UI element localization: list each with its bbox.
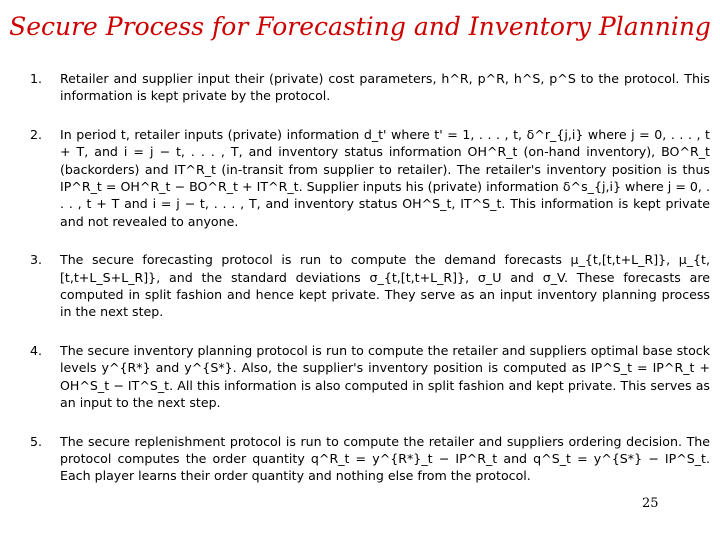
list-item-number: 1. — [30, 71, 43, 86]
list-item-2 — [30, 126, 710, 230]
list-item-text: Retailer and supplier input their (private) cost parameters, h^R, p^R, h^S, p^S to the protocol. This information is kept private by the protocol. — [60, 71, 710, 104]
list-item-text: In period t, retailer inputs (private) information d_t' where t' = 1, . . . , t, δ^r_{j,i} where j = 0, . . . , t + T, and i = j − t, . . . , T, and inventory status information OH^R_t (on-hand inventory), BO^R_t (backorders) and IT^R_t (in-transit from supplier to retailer). The retailer's inventory position is thus IP^R_t = OH^R_t − BO^R_t + IT^R_t. Supplier inputs his (private) information δ^s_{j,i} where j = 0, . . . , t + T and i = j − t, . . . , T, and inventory status OH^S_t, IT^S_t. This information is kept private and not revealed to anyone. — [60, 126, 710, 229]
page-title: Secure Process for Forecasting and Inventory Planning — [9, 12, 711, 41]
list-item-number: 3. — [30, 252, 43, 268]
list-item-number: 4. — [30, 342, 43, 358]
list-item-3 — [30, 251, 710, 321]
list-item-1 — [30, 70, 710, 105]
list-item-4 — [30, 342, 710, 412]
list-item-text: The secure replenishment protocol is run to compute the retailer and suppliers ordering decision. The protocol computes the order quantity q^R_t = y^{R*}_t − IP^R_t and q^S_t = y^{S*} − IP^S_t. Each player learns their order quantity and nothing else from the protocol. — [60, 433, 710, 484]
list-item-text: The secure inventory planning protocol is run to compute the retailer and suppliers optimal base stock levels y^{R*} and y^{S*}. Also, the supplier's inventory position is computed as IP^S_t = IP^R_t + OH^S_t − IT^S_t. All this information is also computed in split fashion and kept private. This serves as an input to the next step. — [60, 342, 710, 411]
list-item-number: 2. — [30, 126, 43, 142]
list-item-text: The secure forecasting protocol is run to compute the demand forecasts μ_{t,[t,t+L_R]}, μ_{t,[t,t+L_S+L_R]}, and the standard deviations σ_{t,[t,t+L_R]}, σ_U and σ_V. These forecasts are computed in split fashion and hence kept private. They serve as an input inventory planning process in the next step. — [60, 252, 710, 320]
process-steps-list — [30, 70, 710, 485]
list-item-5 — [30, 433, 710, 485]
page-number: 25 — [642, 496, 659, 511]
list-item-number: 5. — [30, 433, 43, 449]
